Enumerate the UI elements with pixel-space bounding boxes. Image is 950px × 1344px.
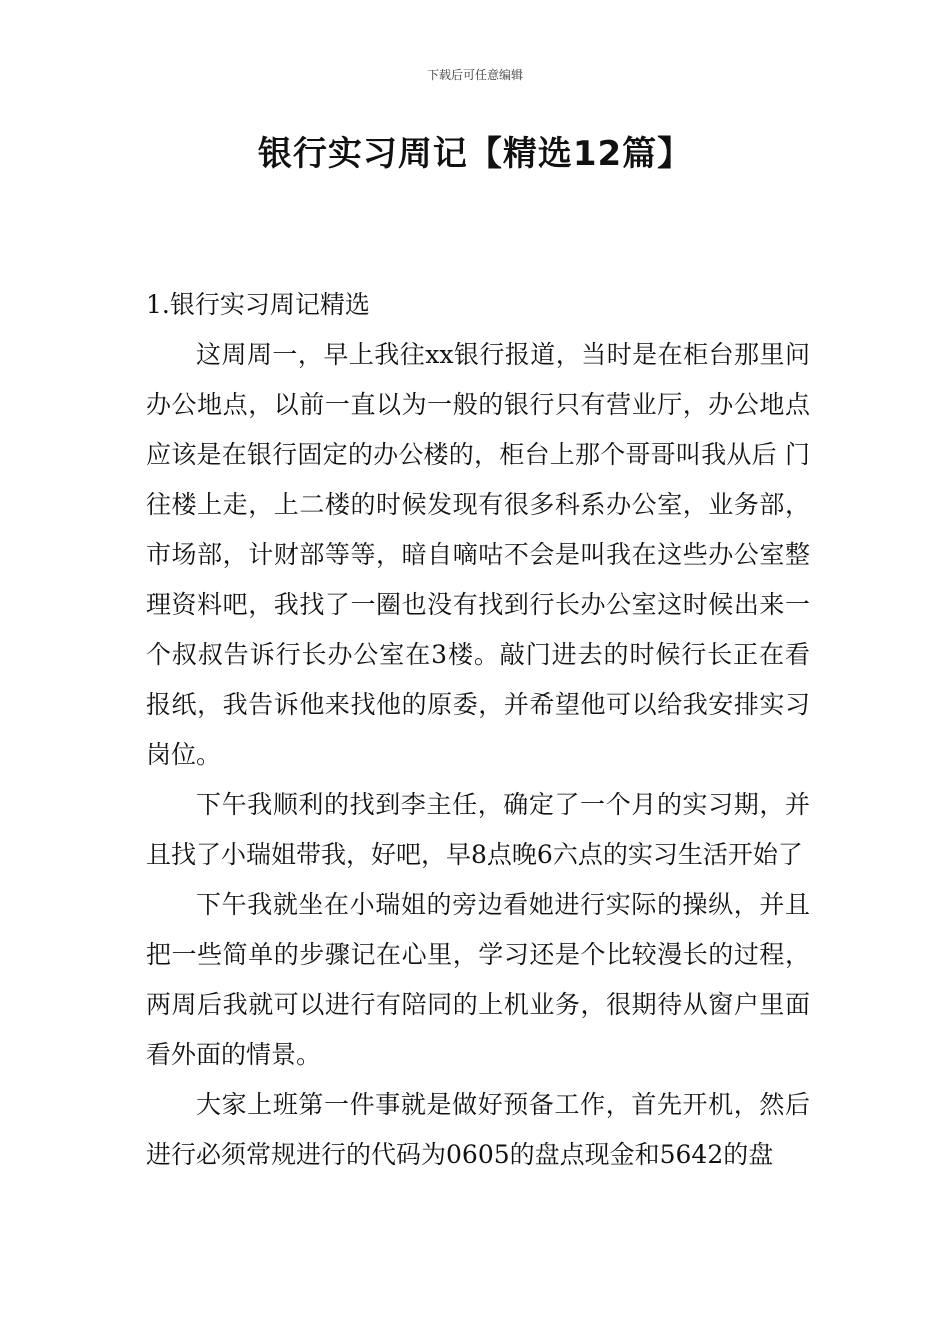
paragraph: 下午我顺利的找到李主任，确定了一个月的实习期，并且找了小瑞姐带我，好吧，早8点晚6六点的实习生活开始了 [146,790,810,869]
paragraph: 下午我就坐在小瑞姐的旁边看她进行实际的操纵，并且把一些简单的步骤记在心里，学习还是个比较漫长的过程，两周后我就可以进行有陪同的上机业务，很期待从窗户里面看外面的情景。 [146,890,810,1069]
document-title: 银行实习周记【精选12篇】 [257,134,693,174]
paragraph: 大家上班第一件事就是做好预备工作，首先开机，然后进行必须常规进行的代码为0605的盘点现金和5642的盘 [146,1090,810,1169]
paragraph: 这周周一，早上我往xx银行报道，当时是在柜台那里问办公地点，以前一直以为一般的银行只有营业厅，办公地点应该是在银行固定的办公楼的，柜台上那个哥哥叫我从后 门往楼上走，上二楼的时候发现有很多科系办公室，业务部，市场部，计财部等等，暗自嘀咕不会是叫我在这些办公室整理资料吧，我找了一圈也没有找到行长办公室这时候出来一个叔叔告诉行长办公室在3楼。敲门进去的时候行长正在看报纸，我告诉他来找他的原委，并希望他可以给我安排实习岗位。 [146,340,810,769]
header-note: 下载后可任意编辑 [426,68,523,82]
section-heading: 1.银行实习周记精选 [146,290,370,319]
document-body [146,280,810,1180]
